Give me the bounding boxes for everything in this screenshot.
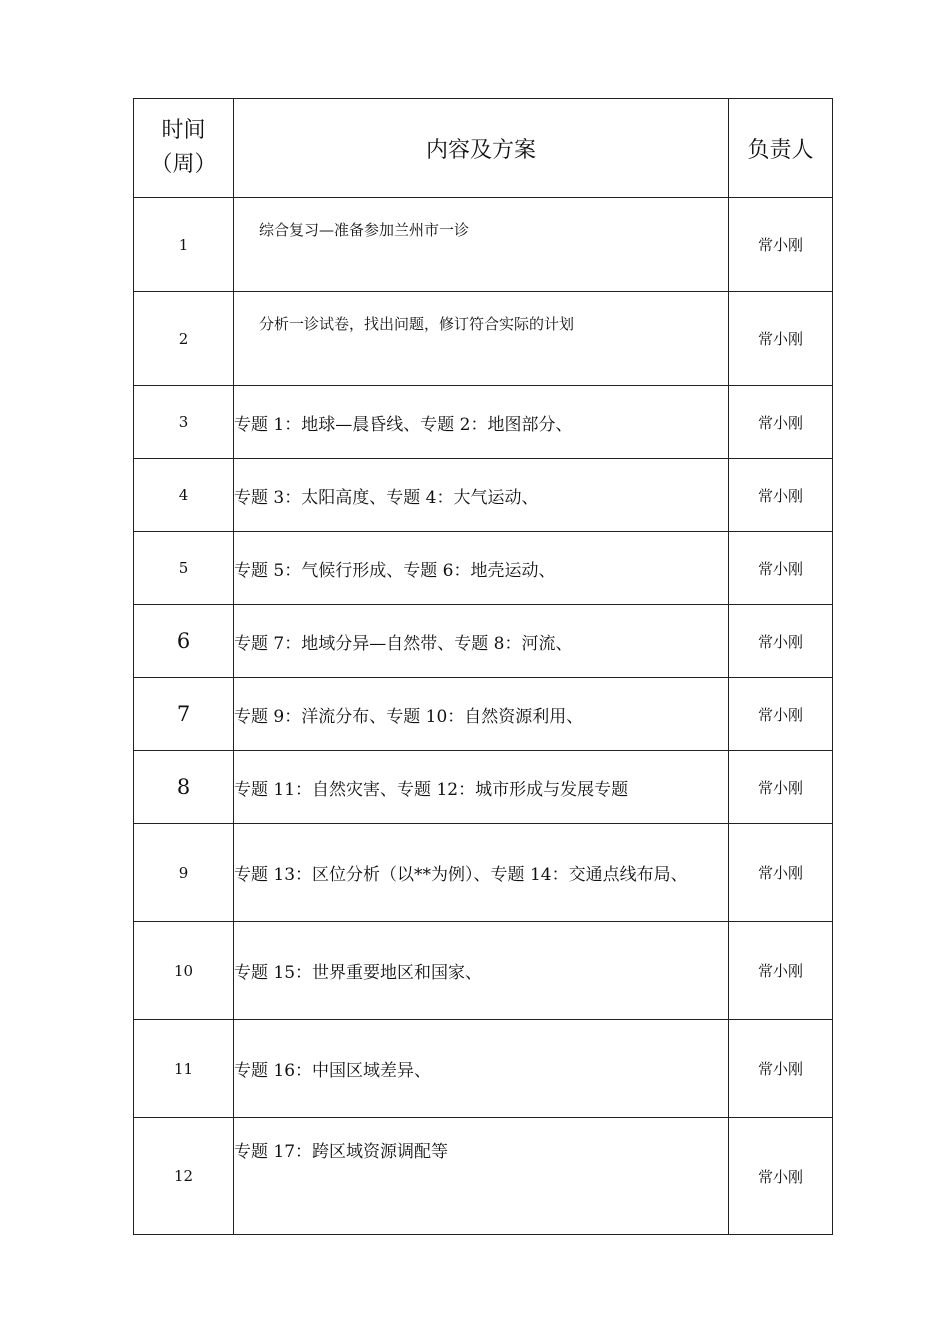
owner-cell: 常小刚 xyxy=(729,605,833,678)
content-cell: 专题 15：世界重要地区和国家、 xyxy=(234,922,729,1020)
content-cell: 专题 9：洋流分布、专题 10：自然资源利用、 xyxy=(234,678,729,751)
table-row xyxy=(134,605,833,678)
owner-cell: 常小刚 xyxy=(729,292,833,386)
content-cell: 分析一诊试卷，找出问题，修订符合实际的计划 xyxy=(234,292,729,386)
content-cell: 专题 5：气候行形成、专题 6：地壳运动、 xyxy=(234,532,729,605)
header-content: 内容及方案 xyxy=(234,99,729,198)
content-cell: 综合复习—准备参加兰州市一诊 xyxy=(234,198,729,292)
week-cell: 12 xyxy=(134,1118,234,1235)
content-cell: 专题 17：跨区域资源调配等 xyxy=(234,1118,729,1235)
owner-cell: 常小刚 xyxy=(729,678,833,751)
header-time xyxy=(134,99,234,198)
week-cell: 10 xyxy=(134,922,234,1020)
owner-cell: 常小刚 xyxy=(729,198,833,292)
owner-cell: 常小刚 xyxy=(729,922,833,1020)
table-row xyxy=(134,922,833,1020)
week-cell: 9 xyxy=(134,824,234,922)
content-cell: 专题 3：太阳高度、专题 4：大气运动、 xyxy=(234,459,729,532)
owner-cell: 常小刚 xyxy=(729,386,833,459)
header-time-line1: 时间 xyxy=(161,117,206,143)
table-row xyxy=(134,751,833,824)
schedule-table xyxy=(133,98,833,1235)
week-cell: 2 xyxy=(134,292,234,386)
content-cell: 专题 1：地球—晨昏线、专题 2：地图部分、 xyxy=(234,386,729,459)
table-row xyxy=(134,678,833,751)
content-cell: 专题 11：自然灾害、专题 12：城市形成与发展专题 xyxy=(234,751,729,824)
week-cell: 4 xyxy=(134,459,234,532)
table-row xyxy=(134,459,833,532)
week-cell: 3 xyxy=(134,386,234,459)
week-cell: 11 xyxy=(134,1020,234,1118)
content-cell: 专题 13：区位分析（以**为例）、专题 14：交通点线布局、 xyxy=(234,824,729,922)
table-row xyxy=(134,824,833,922)
week-cell: 6 xyxy=(134,605,234,678)
week-cell: 5 xyxy=(134,532,234,605)
week-cell: 1 xyxy=(134,198,234,292)
table-row xyxy=(134,292,833,386)
owner-cell: 常小刚 xyxy=(729,751,833,824)
header-time-line2: （周） xyxy=(150,152,217,177)
table-row xyxy=(134,386,833,459)
owner-cell: 常小刚 xyxy=(729,824,833,922)
header-owner: 负责人 xyxy=(729,99,833,198)
owner-cell: 常小刚 xyxy=(729,459,833,532)
owner-cell: 常小刚 xyxy=(729,532,833,605)
table-row xyxy=(134,1020,833,1118)
table-row xyxy=(134,1118,833,1235)
week-cell: 7 xyxy=(134,678,234,751)
content-cell: 专题 16：中国区域差异、 xyxy=(234,1020,729,1118)
content-cell: 专题 7：地域分异—自然带、专题 8：河流、 xyxy=(234,605,729,678)
table-row xyxy=(134,532,833,605)
table-row xyxy=(134,198,833,292)
owner-cell: 常小刚 xyxy=(729,1118,833,1235)
owner-cell: 常小刚 xyxy=(729,1020,833,1118)
header-row xyxy=(134,99,833,198)
week-cell: 8 xyxy=(134,751,234,824)
